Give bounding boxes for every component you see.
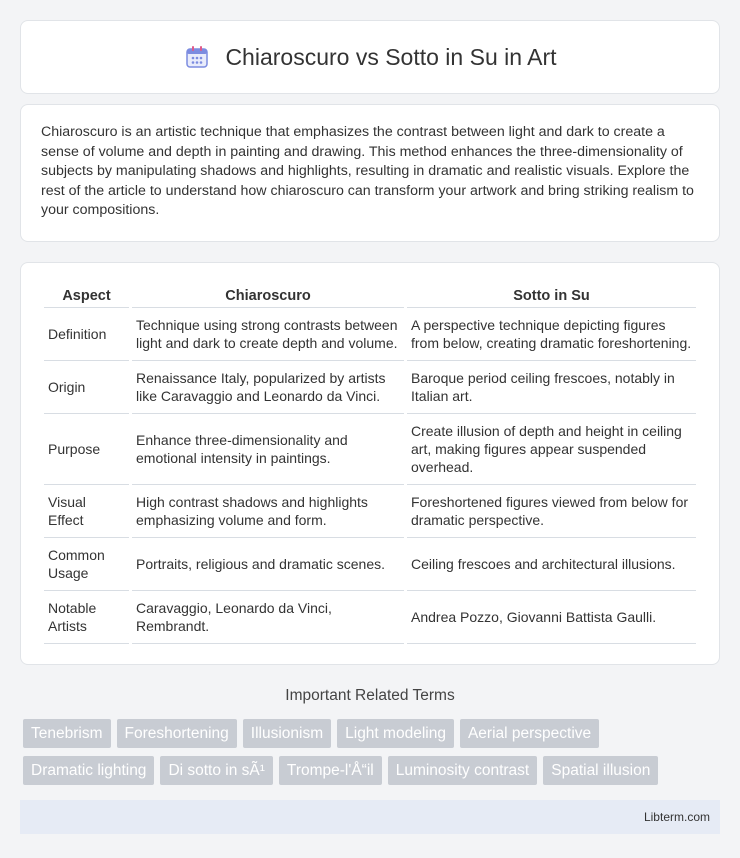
term-tag[interactable]: Di sotto in sÃ¹	[160, 756, 272, 785]
table-row	[44, 538, 696, 591]
row-aspect: Definition	[44, 308, 129, 361]
row-sotto-in-su: Foreshortened figures viewed from below for dramatic perspective.	[407, 485, 696, 538]
footer	[20, 800, 720, 834]
term-tag[interactable]: Aerial perspective	[460, 719, 599, 748]
calendar-icon	[183, 43, 211, 71]
term-tag[interactable]: Illusionism	[243, 719, 331, 748]
footer-site-link[interactable]: Libterm.com	[643, 809, 710, 824]
table-row	[44, 361, 696, 414]
row-aspect: Origin	[44, 361, 129, 414]
header-chiaroscuro: Chiaroscuro	[132, 285, 404, 308]
row-sotto-in-su: A perspective technique depicting figures from below, creating dramatic foreshortening.	[407, 308, 696, 361]
term-tag[interactable]: Dramatic lighting	[23, 756, 154, 785]
related-terms-title: Important Related Terms	[285, 686, 455, 704]
row-sotto-in-su: Andrea Pozzo, Giovanni Battista Gaulli.	[407, 591, 696, 644]
term-tag[interactable]: Tenebrism	[23, 719, 111, 748]
intro-text: Chiaroscuro is an artistic technique that emphasizes the contrast between light and dark to create a sense of volume and depth in painting and drawing. This method enhances the three-dimensionality of subjects by manipulating shadows and highlights, resulting in dramatic and realistic visuals. Explore the rest of the article to understand how chiaroscuro can transform your artwork and bring striking realism to your compositions.	[41, 124, 694, 218]
term-tag[interactable]: Foreshortening	[117, 719, 237, 748]
intro-card	[20, 104, 720, 242]
term-tag[interactable]: Light modeling	[337, 719, 454, 748]
table-header-row	[44, 285, 696, 308]
header-card	[20, 20, 720, 94]
related-terms-list	[20, 719, 720, 785]
row-sotto-in-su: Baroque period ceiling frescoes, notably in Italian art.	[407, 361, 696, 414]
row-aspect: Common Usage	[44, 538, 129, 591]
row-chiaroscuro: Caravaggio, Leonardo da Vinci, Rembrandt.	[132, 591, 404, 644]
page-title: Chiaroscuro vs Sotto in Su in Art	[225, 43, 557, 70]
row-chiaroscuro: Renaissance Italy, popularized by artists like Caravaggio and Leonardo da Vinci.	[132, 361, 404, 414]
table-row	[44, 308, 696, 361]
row-chiaroscuro: Technique using strong contrasts between light and dark to create depth and volume.	[132, 308, 404, 361]
row-aspect: Purpose	[44, 414, 129, 485]
row-aspect: Visual Effect	[44, 485, 129, 538]
row-chiaroscuro: Enhance three-dimensionality and emotional intensity in paintings.	[132, 414, 404, 485]
comparison-card	[20, 262, 720, 665]
row-chiaroscuro: High contrast shadows and highlights emphasizing volume and form.	[132, 485, 404, 538]
header-aspect: Aspect	[44, 285, 129, 308]
table-row	[44, 414, 696, 485]
row-sotto-in-su: Ceiling frescoes and architectural illusions.	[407, 538, 696, 591]
table-row	[44, 591, 696, 644]
term-tag[interactable]: Spatial illusion	[543, 756, 658, 785]
table-row	[44, 485, 696, 538]
row-aspect: Notable Artists	[44, 591, 129, 644]
comparison-table	[41, 285, 699, 644]
term-tag[interactable]: Luminosity contrast	[388, 756, 538, 785]
header-sotto-in-su: Sotto in Su	[407, 285, 696, 308]
row-sotto-in-su: Create illusion of depth and height in ceiling art, making figures appear suspended overhead.	[407, 414, 696, 485]
term-tag[interactable]: Trompe-l'Å“il	[279, 756, 382, 785]
row-chiaroscuro: Portraits, religious and dramatic scenes.	[132, 538, 404, 591]
